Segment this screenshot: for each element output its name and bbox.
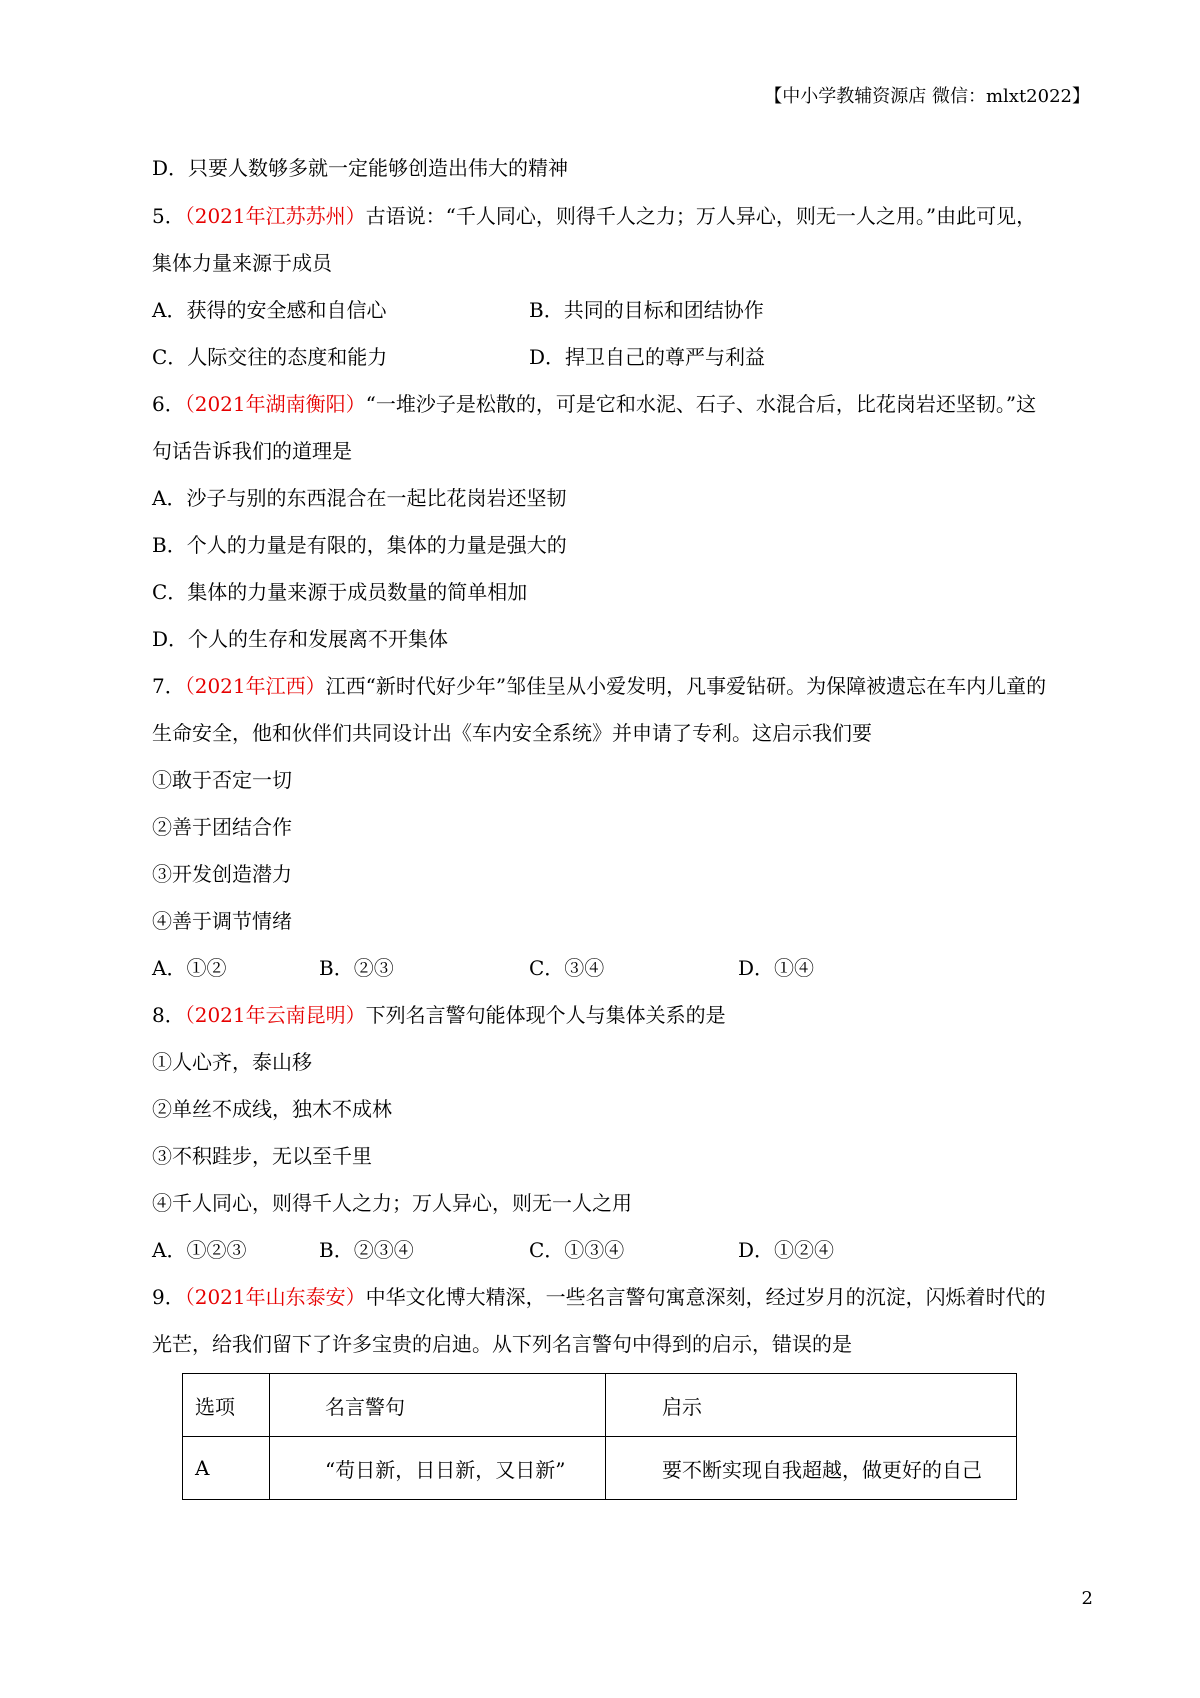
q5-stem-1: 古语说：“千人同心，则得千人之力；万人异心，则无一人之用。”由此可见，: [365, 204, 1037, 228]
table-header-insight: 启示: [606, 1374, 1017, 1437]
q7-stem-line-2: 生命安全，他和伙伴们共同设计出《车内安全系统》并申请了专利。这启示我们要: [152, 721, 872, 745]
q7-item-2: ②善于团结合作: [152, 815, 292, 839]
q9-table: [182, 1373, 1017, 1500]
q5-stem-line-2: 集体力量来源于成员: [152, 251, 332, 275]
q7-item-3: ③开发创造潜力: [152, 862, 292, 886]
q7-item-1: ①敢于否定一切: [152, 768, 292, 792]
q6-number: 6．: [152, 392, 185, 416]
q9-stem-line-2: 光芒，给我们留下了许多宝贵的启迪。从下列名言警句中得到的启示，错误的是: [152, 1332, 852, 1356]
table-row: [183, 1437, 1017, 1500]
table-header-quote: 名言警句: [270, 1374, 606, 1437]
table-header-option: 选项: [183, 1374, 270, 1437]
q9-stem-1: 中华文化博大精深，一些名言警句寓意深刻，经过岁月的沉淀，闪烁着时代的: [365, 1285, 1046, 1309]
q8-option-a: A．①②③: [152, 1238, 247, 1262]
q8-item-3: ③不积跬步，无以至千里: [152, 1144, 372, 1168]
q7-stem-line-1: [152, 673, 1046, 699]
q7-stem-1: 江西“新时代好少年”邹佳呈从小爱发明，凡事爱钻研。为保障被遗忘在车内儿童的: [325, 674, 1047, 698]
page-number: 2: [1081, 1588, 1093, 1609]
q7-option-c: C．③④: [529, 956, 605, 980]
page-header: 【中小学教辅资源店 微信：mlxt2022】: [764, 86, 1090, 107]
q6-option-b: B．个人的力量是有限的，集体的力量是强大的: [152, 533, 567, 557]
q8-stem-1: 下列名言警句能体现个人与集体关系的是: [365, 1003, 726, 1027]
q7-item-4: ④善于调节情绪: [152, 909, 292, 933]
q6-stem-1: “一堆沙子是松散的，可是它和水泥、石子、水混合后，比花岗岩还坚韧。”这: [365, 392, 1037, 416]
q6-stem-line-1: [152, 391, 1036, 417]
q6-option-a: A．沙子与别的东西混合在一起比花岗岩还坚韧: [152, 486, 567, 510]
table-cell-quote: “苟日新，日日新，又日新”: [270, 1437, 606, 1500]
q7-option-a: A．①②: [152, 956, 227, 980]
q8-number: 8．: [152, 1003, 185, 1027]
q6-stem-line-2: 句话告诉我们的道理是: [152, 439, 352, 463]
q8-item-4: ④千人同心，则得千人之力；万人异心，则无一人之用: [152, 1191, 632, 1215]
q5-option-c: C．人际交往的态度和能力: [152, 345, 388, 369]
q8-item-1: ①人心齐，泰山移: [152, 1050, 312, 1074]
q6-option-c: C．集体的力量来源于成员数量的简单相加: [152, 580, 528, 604]
q8-option-d: D．①②④: [738, 1238, 835, 1262]
table-cell-insight: 要不断实现自我超越，做更好的自己: [606, 1437, 1017, 1500]
q5-number: 5．: [152, 204, 185, 228]
q7-number: 7．: [152, 674, 185, 698]
q5-option-b: B．共同的目标和团结协作: [529, 298, 764, 322]
q7-option-b: B．②③: [319, 956, 394, 980]
q6-option-d: D．个人的生存和发展离不开集体: [152, 627, 449, 651]
q4-option-d: D．只要人数够多就一定能够创造出伟大的精神: [152, 156, 569, 180]
q7-option-d: D．①④: [738, 956, 815, 980]
q7-source: （2021年江西）: [184, 674, 326, 698]
q6-source: （2021年湖南衡阳）: [184, 392, 366, 416]
q8-item-2: ②单丝不成线，独木不成林: [152, 1097, 392, 1121]
q9-stem-line-1: [152, 1284, 1046, 1310]
q5-stem-line-1: [152, 203, 1036, 229]
q5-option-a: A．获得的安全感和自信心: [152, 298, 387, 322]
table-cell-option: A: [183, 1437, 270, 1500]
q8-stem-line-1: [152, 1002, 726, 1028]
q8-option-c: C．①③④: [529, 1238, 625, 1262]
q9-source: （2021年山东泰安）: [184, 1285, 366, 1309]
q8-source: （2021年云南昆明）: [184, 1003, 366, 1027]
q9-number: 9．: [152, 1285, 185, 1309]
q8-option-b: B．②③④: [319, 1238, 414, 1262]
q5-source: （2021年江苏苏州）: [184, 204, 366, 228]
table-header-row: [183, 1374, 1017, 1437]
q5-option-d: D．捍卫自己的尊严与利益: [529, 345, 766, 369]
